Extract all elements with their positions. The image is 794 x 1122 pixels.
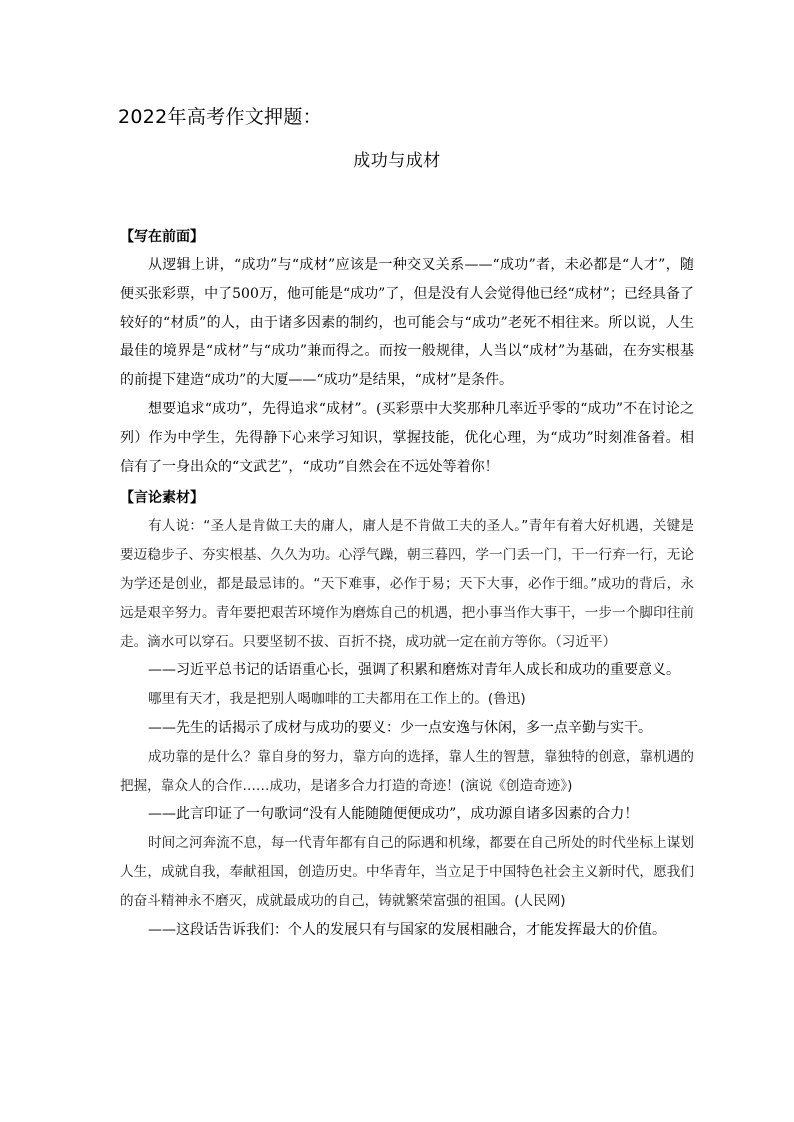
document-subtitle: 成功与成材 (353, 151, 441, 171)
quote-paragraph-2: 哪里有天才，我是把别人喝咖啡的工夫都用在工作上的。(鲁迅) (148, 691, 526, 708)
foreword-paragraph-2: 想要追求“成功”，先得追求“成材”。(买彩票中大奖那种几率近乎零的“成功”不在讨论之列）作为中学生，先得静下心来学习知识，掌握技能，优化心理，为“成功”时刻准备着。相信有了一身出众的“文武艺”，“成功”自然会在不远处等着你！ (120, 400, 694, 475)
section-heading-quotes: 【言论素材】 (120, 490, 204, 507)
comment-paragraph-4: ——这段话告诉我们：个人的发展只有与国家的发展相融合，才能发挥最大的价值。 (148, 921, 666, 938)
foreword-paragraph-1: 从逻辑上讲，“成功”与“成材”应该是一种交叉关系——“成功”者，未必都是“人才”，随便买张彩票，中了500万，他可能是“成功”了，但是没有人会觉得他已经“成材”；已经具备了较好的“材质”的人，由于诸多因素的制约，也可能会与“成功”老死不相往来。所以说，人生最佳的境界是“成材”与“成功”兼而得之。而按一般规律，人当以“成材”为基础，在夯实根基的前提下建造“成功”的大厦——“成功”是结果，“成材”是条件。 (120, 257, 694, 389)
quote-paragraph-1: 有人说：“圣人是肯做工夫的庸人，庸人是不肯做工夫的圣人。”青年有着大好机遇，关键是要迈稳步子、夯实根基、久久为功。心浮气躁，朝三暮四，学一门丢一门，干一行弃一行，无论为学还是创业，都是最忌讳的。“天下难事，必作于易；天下大事，必作于细。”成功的背后，永远是艰辛努力。青年要把艰苦环境作为磨炼自己的机遇，把小事当作大事干，一步一个脚印往前走。滴水可以穿石。只要坚韧不拔、百折不挠，成功就一定在前方等你。（习近平） (120, 518, 694, 650)
section-foreword (120, 226, 694, 481)
quote-paragraph-4: 时间之河奔流不息，每一代青年都有自己的际遇和机缘，都要在自己所处的时代坐标上谋划人生，成就自我，奉献祖国，创造历史。中华青年，当立足于中国特色社会主义新时代，愿我们的奋斗精神永不磨灭，成就最成功的自己，铸就繁荣富强的祖国。(人民网) (120, 835, 694, 909)
comment-paragraph-2: ——先生的话揭示了成材与成功的要义：少一点安逸与休闲，多一点辛勤与实干。 (148, 719, 652, 736)
quote-paragraph-3: 成功靠的是什么？靠自身的努力，靠方向的选择，靠人生的智慧，靠独特的创意，靠机遇的把握，靠众人的合作……成功，是诸多合力打造的奇迹！(演说《创造奇迹》) (120, 748, 694, 794)
section-heading-foreword: 【写在前面】 (120, 229, 204, 245)
document-body (120, 226, 694, 944)
document-title: 2022年高考作文押题： (118, 106, 322, 128)
comment-paragraph-1: ——习近平总书记的话语重心长，强调了积累和磨炼对青年人成长和成功的重要意义。 (148, 662, 680, 679)
section-quotes (120, 487, 694, 944)
comment-paragraph-3: ——此言印证了一句歌词“没有人能随随便便成功”，成功源自诸多因素的合力！ (148, 806, 639, 823)
